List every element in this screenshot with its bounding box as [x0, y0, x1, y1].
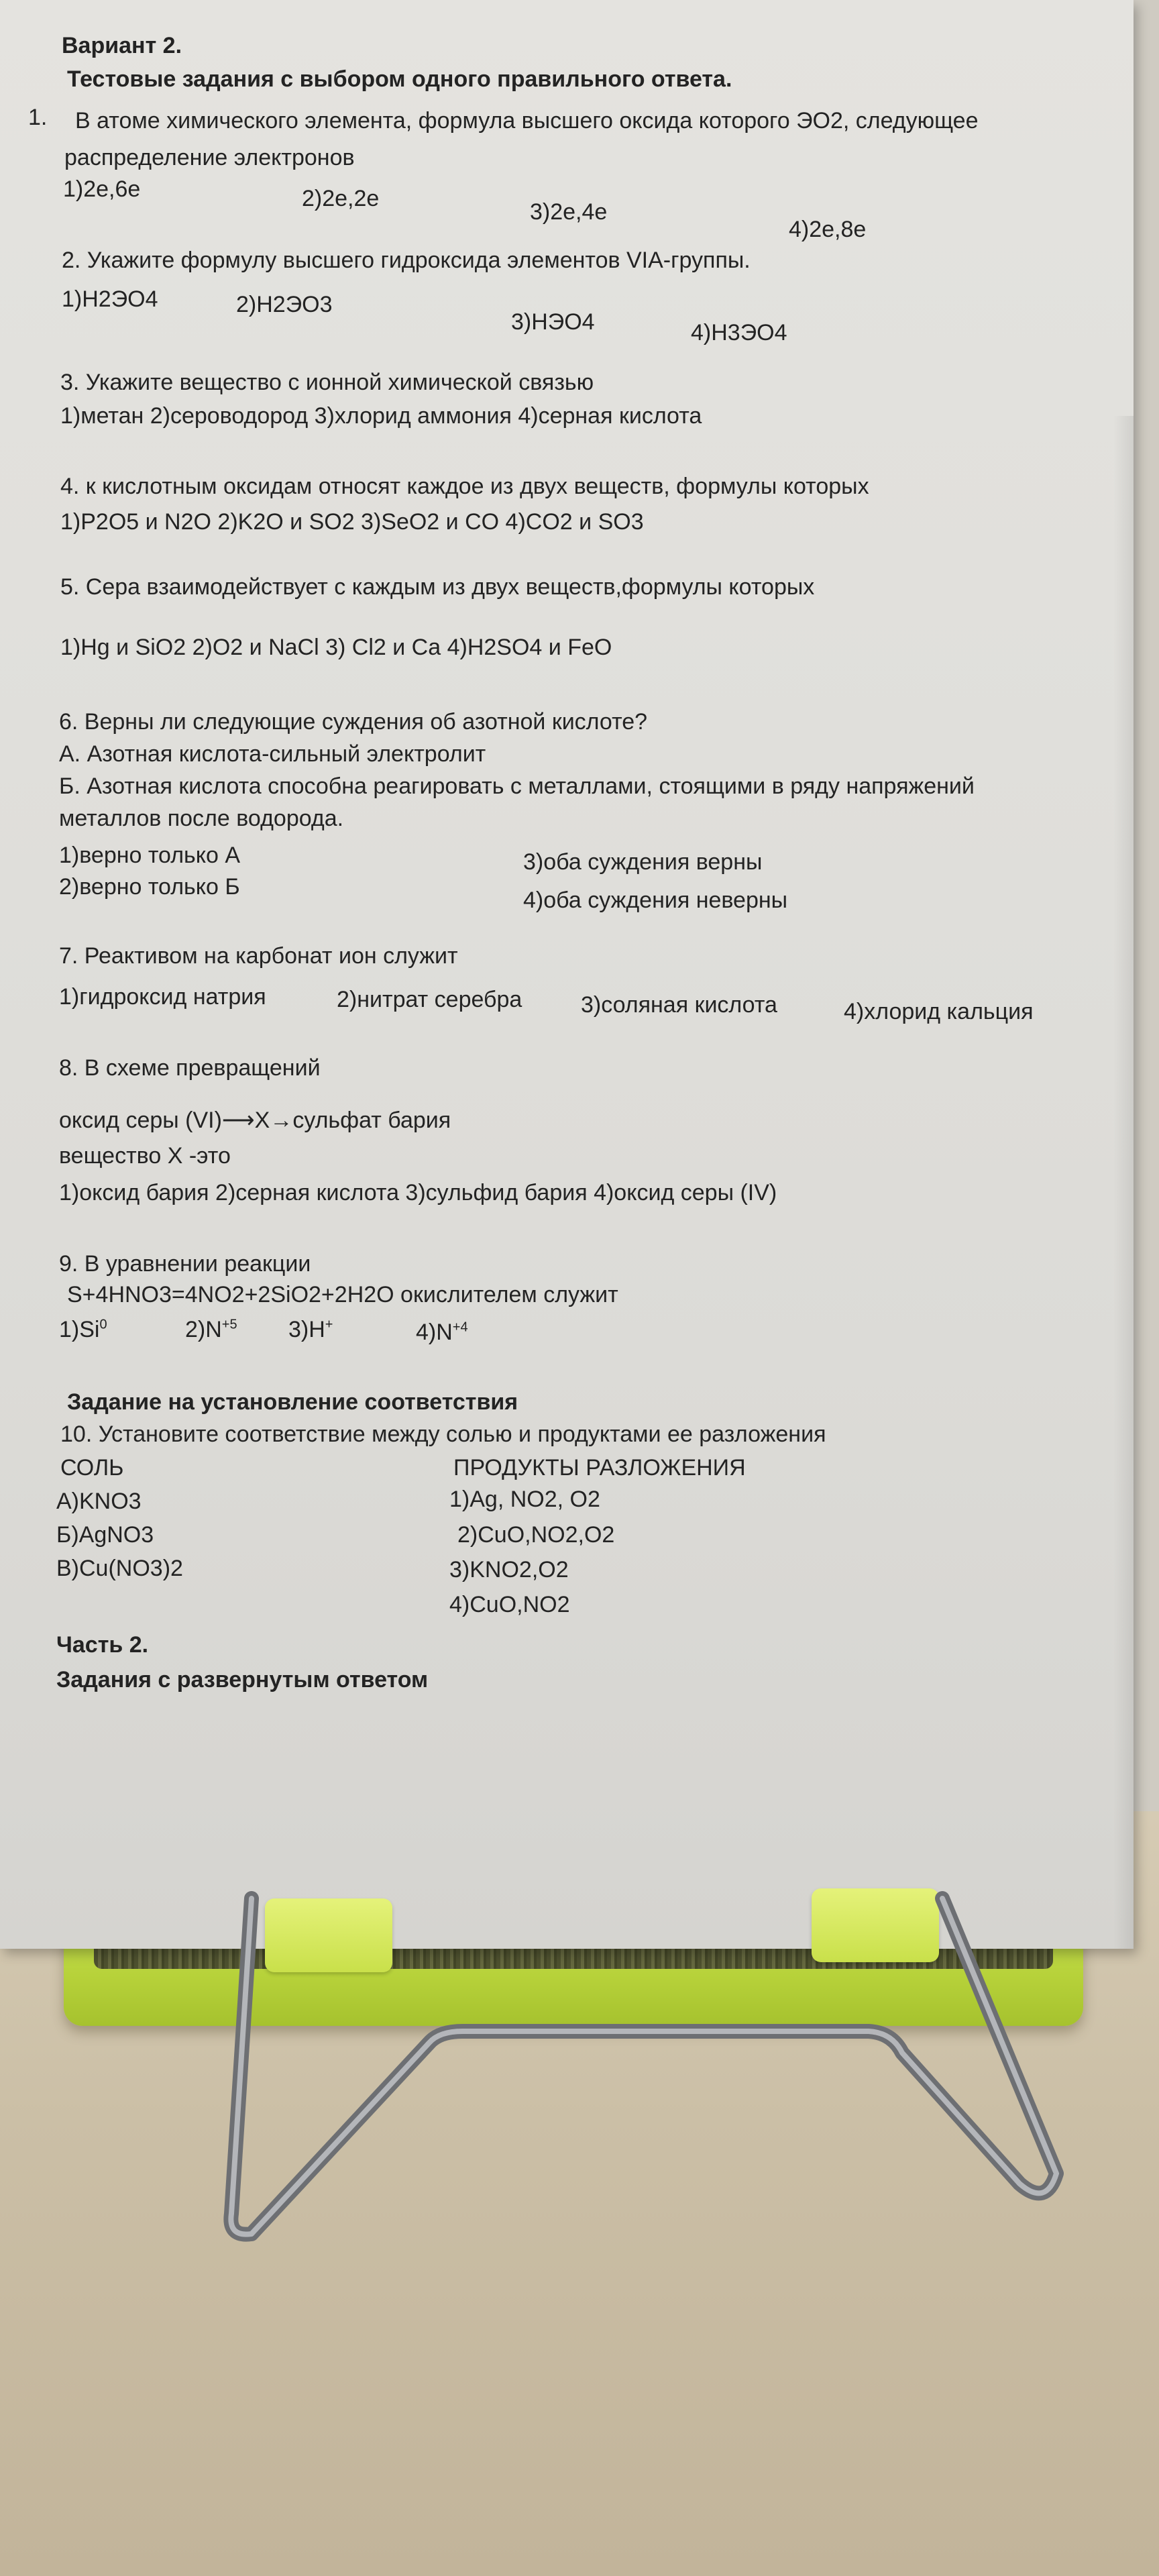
- q2-option-3: 3)НЭО4: [511, 309, 595, 335]
- q9-text: 9. В уравнении реакции: [59, 1251, 311, 1277]
- q7-option-3: 3)соляная кислота: [581, 992, 777, 1018]
- q4-options: 1)P2O5 и N2O 2)K2O и SO2 3)SeO2 и CO 4)CO2 и SO3: [60, 509, 644, 535]
- product-2: 2)CuO,NO2,O2: [457, 1522, 615, 1548]
- part2-title: Часть 2.: [56, 1632, 149, 1658]
- q9-option-3: 3)H+: [288, 1317, 333, 1342]
- q9-option-1: 1)Si$^0$: [59, 1317, 107, 1342]
- q2-option-2: 2)Н2ЭО3: [236, 292, 333, 317]
- q5-options: 1)Hg и SiO2 2)O2 и NaCl 3) Cl2 и Ca 4)H2SO4 и FeO: [60, 635, 612, 660]
- product-1: 1)Ag, NO2, O2: [449, 1487, 600, 1512]
- section-title: Тестовые задания с выбором одного правильного ответа.: [67, 66, 732, 92]
- q1-option-2: 2)2е,2е: [302, 186, 380, 211]
- q3-options: 1)метан 2)сероводород 3)хлорид аммония 4)серная кислота: [60, 403, 702, 429]
- q3-text: 3. Укажите вещество с ионной химической связью: [60, 370, 594, 395]
- q6-option-4: 4)оба суждения неверны: [523, 888, 788, 913]
- salt-a: А)KNO3: [56, 1489, 142, 1514]
- q1-option-3: 3)2е,4е: [530, 199, 608, 225]
- q2-option-1: 1)Н2ЭО4: [62, 286, 158, 312]
- q7-option-1: 1)гидроксид натрия: [59, 984, 266, 1010]
- q2-text: 2. Укажите формулу высшего гидроксида элементов VIA-группы.: [62, 248, 751, 273]
- q6-statement-a: А. Азотная кислота-сильный электролит: [59, 741, 486, 767]
- q7-text: 7. Реактивом на карбонат ион служит: [59, 943, 458, 969]
- salt-column-header: СОЛЬ: [60, 1455, 124, 1481]
- product-3: 3)KNO2,O2: [449, 1557, 569, 1582]
- q8-options: 1)оксид бария 2)серная кислота 3)сульфид бария 4)оксид серы (IV): [59, 1180, 777, 1205]
- q5-text: 5. Сера взаимодействует с каждым из двух веществ,формулы которых: [60, 574, 815, 600]
- q6-text: 6. Верны ли следующие суждения об азотной кислоте?: [59, 709, 648, 735]
- q8-text: 8. В схеме превращений: [59, 1055, 321, 1081]
- product-4: 4)CuO,NO2: [449, 1592, 570, 1617]
- q6-option-1: 1)верно только А: [59, 843, 241, 868]
- variant-title: Вариант 2.: [62, 33, 182, 58]
- q6-option-2: 2)верно только Б: [59, 874, 240, 900]
- q1-option-1: 1)2е,6е: [63, 176, 141, 202]
- q6-option-3: 3)оба суждения верны: [523, 849, 763, 875]
- q9-option-2: $2)N^{+5}$: [185, 1317, 237, 1342]
- q7-option-4: 4)хлорид кальция: [844, 999, 1034, 1024]
- q1-option-4: 4)2е,8е: [789, 217, 867, 242]
- q6-statement-b-cont: металлов после водорода.: [59, 806, 344, 831]
- salt-c: В)Cu(NO3)2: [56, 1556, 183, 1581]
- q1-number: 1.: [28, 105, 48, 130]
- q10-text: 10. Установите соответствие между солью и продуктами ее разложения: [60, 1421, 826, 1447]
- q1-text: В атоме химического элемента, формула высшего оксида которого ЭО2, следующее: [75, 108, 979, 133]
- q9-equation: S+4HNO3=4NO2+2SiO2+2H2O окислителем служит: [67, 1282, 618, 1307]
- q8-scheme: оксид серы (VI)⟶X→сульфат бария: [59, 1108, 451, 1133]
- q1-text-cont: распределение электронов: [64, 145, 355, 170]
- q4-text: 4. к кислотным оксидам относят каждое из двух веществ, формулы которых: [60, 474, 869, 499]
- q9-option-4: $4)N^{+4}$: [416, 1320, 468, 1345]
- salt-b: Б)AgNO3: [56, 1522, 154, 1548]
- part2-subtitle: Задания с развернутым ответом: [56, 1667, 429, 1693]
- q7-option-2: 2)нитрат серебра: [337, 987, 522, 1012]
- q6-statement-b: Б. Азотная кислота способна реагировать с металлами, стоящими в ряду напряжений: [59, 773, 975, 799]
- matching-title: Задание на установление соответствия: [67, 1389, 518, 1415]
- q8-x-is: вещество X -это: [59, 1143, 231, 1169]
- products-column-header: ПРОДУКТЫ РАЗЛОЖЕНИЯ: [453, 1455, 746, 1481]
- q2-option-4: 4)Н3ЭО4: [691, 320, 787, 345]
